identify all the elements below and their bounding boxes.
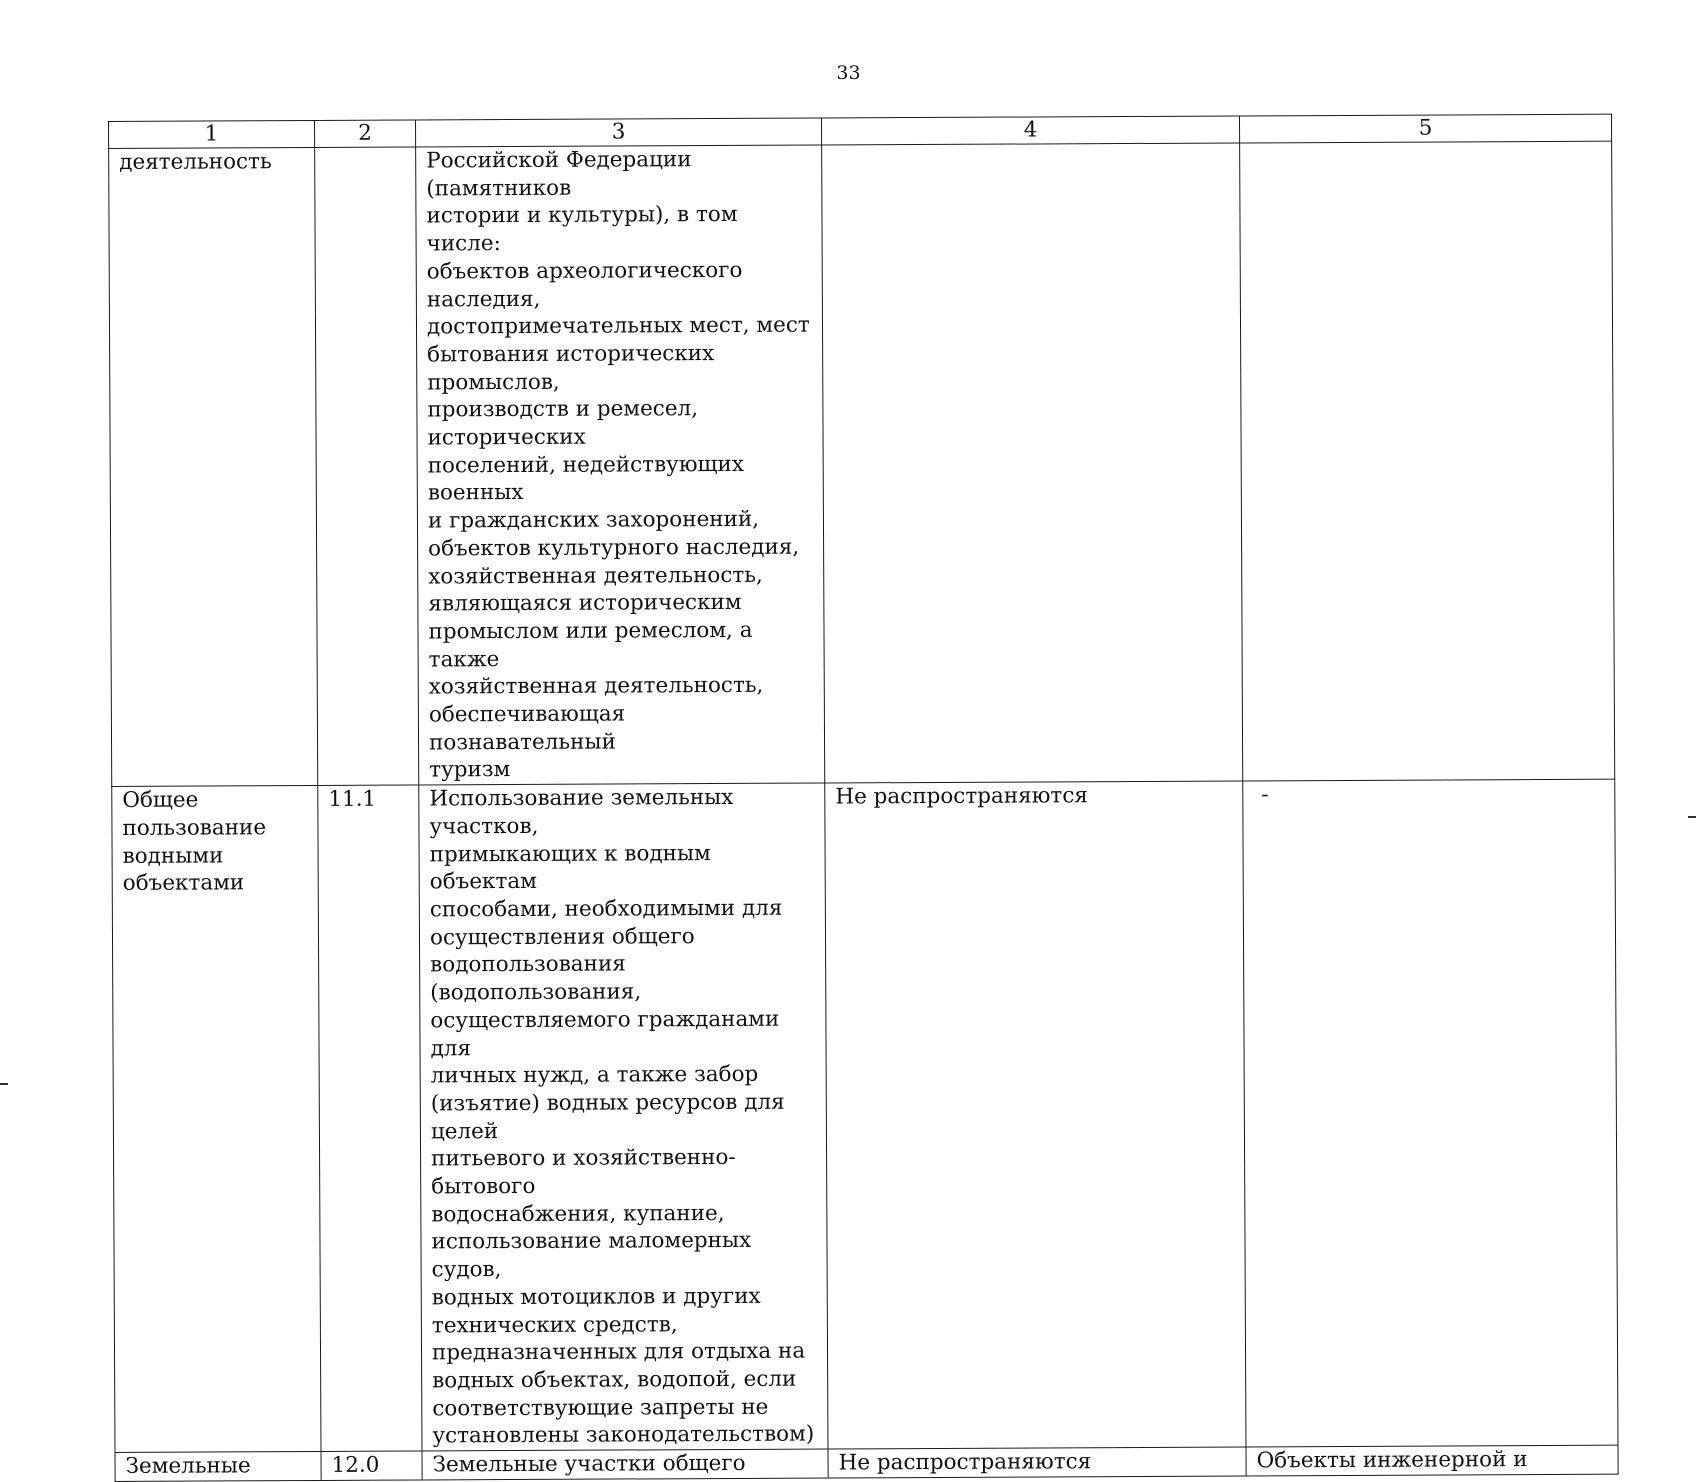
params-text: Не распространяются [835, 782, 1234, 812]
objects-text: - [1253, 780, 1606, 809]
column-header-3: 3 [415, 118, 821, 147]
cell-objects [1243, 779, 1618, 1447]
land-use-table [108, 114, 1619, 1482]
cell-objects [1246, 1445, 1618, 1476]
column-header-2: 2 [314, 120, 415, 147]
params-text [832, 144, 1231, 146]
cell-objects [1240, 141, 1615, 781]
objects-text: Объекты инженерной и [1256, 1446, 1609, 1475]
params-text: Не распространяются [839, 1448, 1238, 1478]
use-name-text: Земельные [126, 1452, 313, 1481]
table-row [115, 1445, 1618, 1481]
objects-text [1250, 142, 1603, 144]
cell-use-name [115, 1452, 321, 1482]
use-name-text: Общее пользование водными объектами [122, 786, 310, 898]
column-header-1: 1 [109, 120, 315, 148]
cell-use-code [321, 1451, 422, 1480]
cell-use-name [109, 147, 318, 786]
use-code-text: 11.1 [328, 786, 410, 814]
column-header-5: 5 [1239, 114, 1611, 143]
scan-edge-mark [0, 1083, 8, 1085]
cell-use-description [419, 783, 828, 1451]
use-description-text: Использование земельных участков, примыкающих к водным объектам способами, необходимыми для осуществления общего водопользования (водопользования, осуществляемого гражданами для личных нужд, а также забор (изъятие) водных ресурсов для целей питьевого и хозяйственно-бытового водоснабжения, купание, использование маломерных судов, водных мотоциклов и других технических средств, предназначенных для отдыха на водных объектах, водопой, если соответствующие запреты не установлены законодательством) [429, 784, 819, 1451]
table-row [109, 141, 1615, 787]
cell-use-code [318, 785, 422, 1451]
document-sheet [108, 114, 1618, 1482]
table-row [112, 779, 1618, 1452]
use-description-text: Российской Федерации (памятников истории и культуры), в том числе: объектов археологического наследия, достопримечательных мест, мест бытования исторических промыслов, производств и ремесел, исторических поселений, недействующих военных и гражданских захоронений, объектов культурного наследия, хозяйственная деятельность, являющаяся историческим промыслом или ремеслом, а также хозяйственная деятельность, обеспечивающая познавательный туризм [426, 146, 816, 785]
cell-use-description [422, 1449, 828, 1480]
use-name-text: деятельность [119, 148, 306, 177]
cell-use-description [416, 145, 825, 785]
use-description-text: Земельные участки общего [433, 1450, 820, 1480]
page-number: 33 [0, 62, 1697, 84]
use-code-text: 12.0 [332, 1452, 414, 1480]
cell-params [825, 781, 1246, 1449]
cell-params [828, 1447, 1246, 1478]
cell-params [822, 143, 1243, 783]
cell-use-name [112, 786, 321, 1453]
scan-edge-mark [1688, 816, 1696, 818]
cell-use-code [315, 147, 419, 786]
column-header-4: 4 [821, 116, 1239, 145]
